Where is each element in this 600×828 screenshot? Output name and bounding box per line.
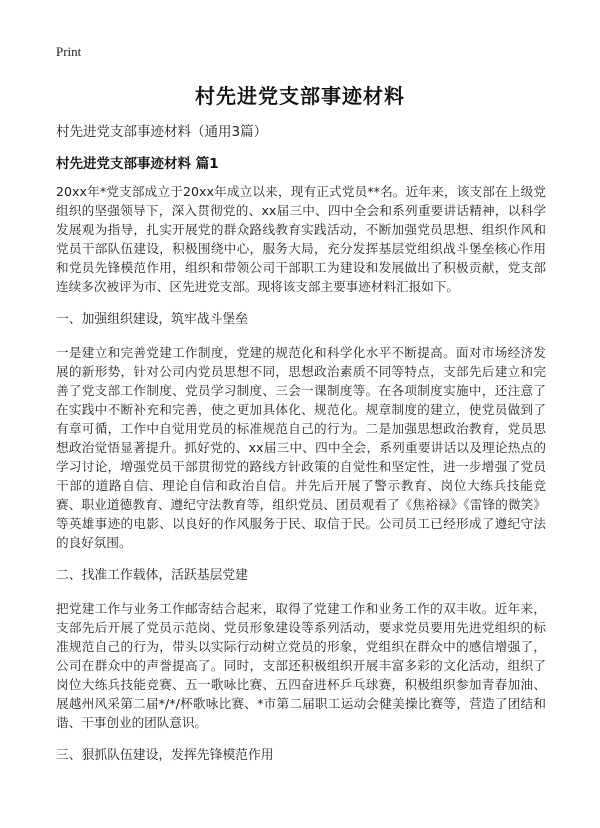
print-link[interactable]: Print [56,44,82,59]
document-subtitle: 村先进党支部事迹材料（通用3篇） [56,124,268,140]
paragraph-organization: 一是建立和完善党建工作制度，党建的规范化和科学化水平不断提高。面对市场经济发展的新形势，针对公司内党员思想不同，思想政治素质不同等特点，支部先后建立和完善了党支部工作制度、党员学习制度、三会一课制度等。在各项制度实施中，还注意了在实践中不断补充和完善，使之更加具体化、规范化。规章制度的建立，使党员做到了有章可循，工作中自觉用党员的标准规范自己的行为。二是加强思想政治教育，党员思想政治觉悟显著提升。抓好党的、xx届三中、四中全会，系列重要讲话以及理论热点的学习讨论，增强党员干部贯彻党的路线方针政策的自觉性和坚定性，进一步增强了党员干部的道路自信、理论自信和政治自信。并先后开展了警示教育、岗位大练兵技能竞赛、职业道德教育、遵纪守法教育等，组织党员、团员观看了《焦裕禄》《雷锋的微笑》等英雄事迹的电影、以良好的作风服务于民、取信于民。公司员工已经形成了遵纪守法的良好氛围。 [56,345,546,550]
section-heading: 村先进党支部事迹材料 篇1 [56,156,219,172]
paragraph-intro: 20xx年*党支部成立于20xx年成立以来，现有正式党员**名。近年来，该支部在上级党组织的坚强领导下，深入贯彻党的、xx届三中、四中全会和系列重要讲话精神，以科学发展观为指导，扎实开展党的群众路线教育实践活动，不断加强党员思想、组织作风和党员干部队伍建设，积极围绕中心，服务大局，充分发挥基层党组织战斗堡垒核心作用和党员先锋模范作用，组织和带领公司干部职工为建设和发展做出了积极贡献，党支部连续多次被评为市、区先进党支部。现将该支部主要事迹材料汇报如下。 [56,184,546,294]
heading-team-building: 三、狠抓队伍建设，发挥先锋模范作用 [56,748,274,763]
document-body [56,182,546,779]
paragraph-work-carrier: 把党建工作与业务工作邮寄结合起来，取得了党建工作和业务工作的双丰收。近年来，支部先后开展了党员示范岗、党员形象建设等系列活动，要求党员要用先进党组织的标准规范自己的行为，带头以实际行动树立党员的形象，党组织在群众中的感信增强了，公司在群众中的声誉提高了。同时，支部还积极组织开展丰富多彩的文化活动，组织了岗位大练兵技能竞赛、五一歌咏比赛、五四奋进杯乒乓球赛，积极组织参加青春加油、展越州风采第二届*/*/杯歌咏比赛、*市第二届职工运动会健美操比赛等，营造了团结和谐、干事创业的团队意识。 [56,601,546,730]
heading-organization: 一、加强组织建设，筑牢战斗堡垒 [56,312,248,327]
heading-work-carrier: 二、找准工作载体，活跃基层党建 [56,568,248,583]
document-title: 村先进党支部事迹材料 [195,84,405,108]
